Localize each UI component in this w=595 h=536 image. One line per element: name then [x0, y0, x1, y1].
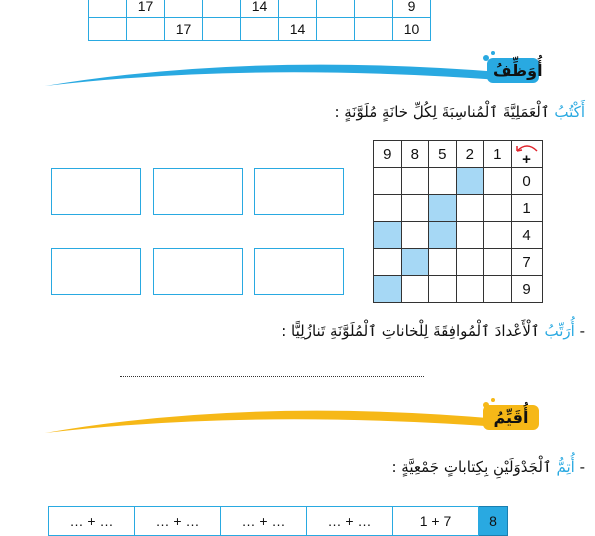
instruction-text: ٱلْجَدْوَلَيْنِ بِكِتاباتٍ جَمْعِيَّةٍ : [391, 458, 552, 476]
grid-row-label: 9 [511, 276, 542, 303]
top-partial-table [88, 0, 431, 41]
table-cell [355, 18, 393, 41]
table-cell [127, 18, 165, 41]
table-cell [317, 0, 355, 18]
instruction-2 [281, 322, 585, 340]
answer-box[interactable] [51, 168, 141, 215]
grid-cell-colored [374, 276, 402, 303]
table-cell [89, 0, 127, 18]
table-cell: 1 + 7 [393, 507, 479, 536]
grid-cell [374, 168, 402, 195]
grid-cell [429, 276, 457, 303]
table-row [49, 507, 508, 536]
grid-cell-colored [374, 222, 402, 249]
answer-dotted-line[interactable] [120, 366, 424, 377]
grid-header-cell: 5 [429, 141, 457, 168]
grid-row [374, 276, 543, 303]
grid-row-label: 7 [511, 249, 542, 276]
answer-box[interactable] [51, 248, 141, 295]
instruction-keyword: أُتِمُّ [556, 458, 575, 476]
grid-cell [429, 249, 457, 276]
table-cell[interactable]: … + … [135, 507, 221, 536]
grid-cell [484, 222, 512, 249]
grid-header-cell: 1 [484, 141, 512, 168]
instruction-keyword: أَكْتُبُ [554, 103, 585, 121]
table-cell[interactable]: … + … [221, 507, 307, 536]
grid-cell [484, 249, 512, 276]
grid-cell [456, 222, 484, 249]
grid-header-cell: 8 [401, 141, 429, 168]
grid-cell [401, 222, 429, 249]
table-cell: 17 [165, 18, 203, 41]
table-cell: 14 [279, 18, 317, 41]
table-cell [241, 18, 279, 41]
answer-box[interactable] [254, 168, 344, 215]
answer-box[interactable] [254, 248, 344, 295]
table-row [89, 18, 431, 41]
grid-cell [456, 249, 484, 276]
grid-row-label: 0 [511, 168, 542, 195]
grid-row-label: 1 [511, 195, 542, 222]
dash: - [579, 322, 585, 340]
grid-header-cell: 9 [374, 141, 402, 168]
grid-cell [456, 195, 484, 222]
grid-cell [484, 276, 512, 303]
table-cell [279, 0, 317, 18]
table-cell [317, 18, 355, 41]
grid-row-label: 4 [511, 222, 542, 249]
instruction-keyword: أُرَتِّبُ [544, 322, 575, 340]
table-cell[interactable]: … + … [49, 507, 135, 536]
grid-cell-colored [456, 168, 484, 195]
grid-cell [374, 195, 402, 222]
instruction-3 [391, 458, 585, 476]
grid-cell [401, 168, 429, 195]
grid-header-row [374, 141, 543, 168]
answer-box[interactable] [153, 248, 243, 295]
instruction-text: ٱلْأَعْدادَ ٱلْمُوافِقَةَ لِلْخاناتِ ٱلْمُلَوَّنَةِ تَنازُلِيًّا : [281, 322, 540, 340]
grid-cell-colored [429, 222, 457, 249]
table-cell [355, 0, 393, 18]
table-cell [165, 0, 203, 18]
grid-row [374, 222, 543, 249]
plus-sign: + [522, 150, 531, 168]
grid-header-cell: 2 [456, 141, 484, 168]
grid-cell [401, 276, 429, 303]
dash: - [579, 458, 585, 476]
section-badge-label: أُقَيِّمُ [493, 408, 529, 427]
table-cell [203, 18, 241, 41]
table-row [89, 0, 431, 18]
grid-corner-cell [511, 141, 542, 168]
table-cell: 14 [241, 0, 279, 18]
grid-row [374, 195, 543, 222]
table-cell: 9 [393, 0, 431, 18]
table-cell-highlight: 8 [479, 507, 508, 536]
grid-cell [401, 195, 429, 222]
addition-grid [373, 140, 543, 303]
section-badge-apply [487, 58, 543, 83]
grid-cell [484, 168, 512, 195]
grid-row [374, 249, 543, 276]
table-cell [203, 0, 241, 18]
instruction-1 [334, 103, 585, 121]
grid-cell-colored [429, 195, 457, 222]
section-badge-evaluate [483, 405, 539, 430]
grid-cell [374, 249, 402, 276]
table-cell[interactable]: … + … [307, 507, 393, 536]
table-cell [89, 18, 127, 41]
section-badge-label: أُوَظِّفُ [493, 61, 543, 80]
instruction-text: ٱلْعَمَلِيَّةَ ٱلْمُناسِبَةَ لِكُلِّ خانَةٍ مُلَوَّنَةٍ : [334, 103, 550, 121]
grid-cell [429, 168, 457, 195]
grid-cell [484, 195, 512, 222]
table-cell: 17 [127, 0, 165, 18]
grid-cell [456, 276, 484, 303]
table-cell: 10 [393, 18, 431, 41]
grid-row [374, 168, 543, 195]
answer-box[interactable] [153, 168, 243, 215]
bottom-partial-table [48, 506, 508, 536]
grid-cell-colored [401, 249, 429, 276]
